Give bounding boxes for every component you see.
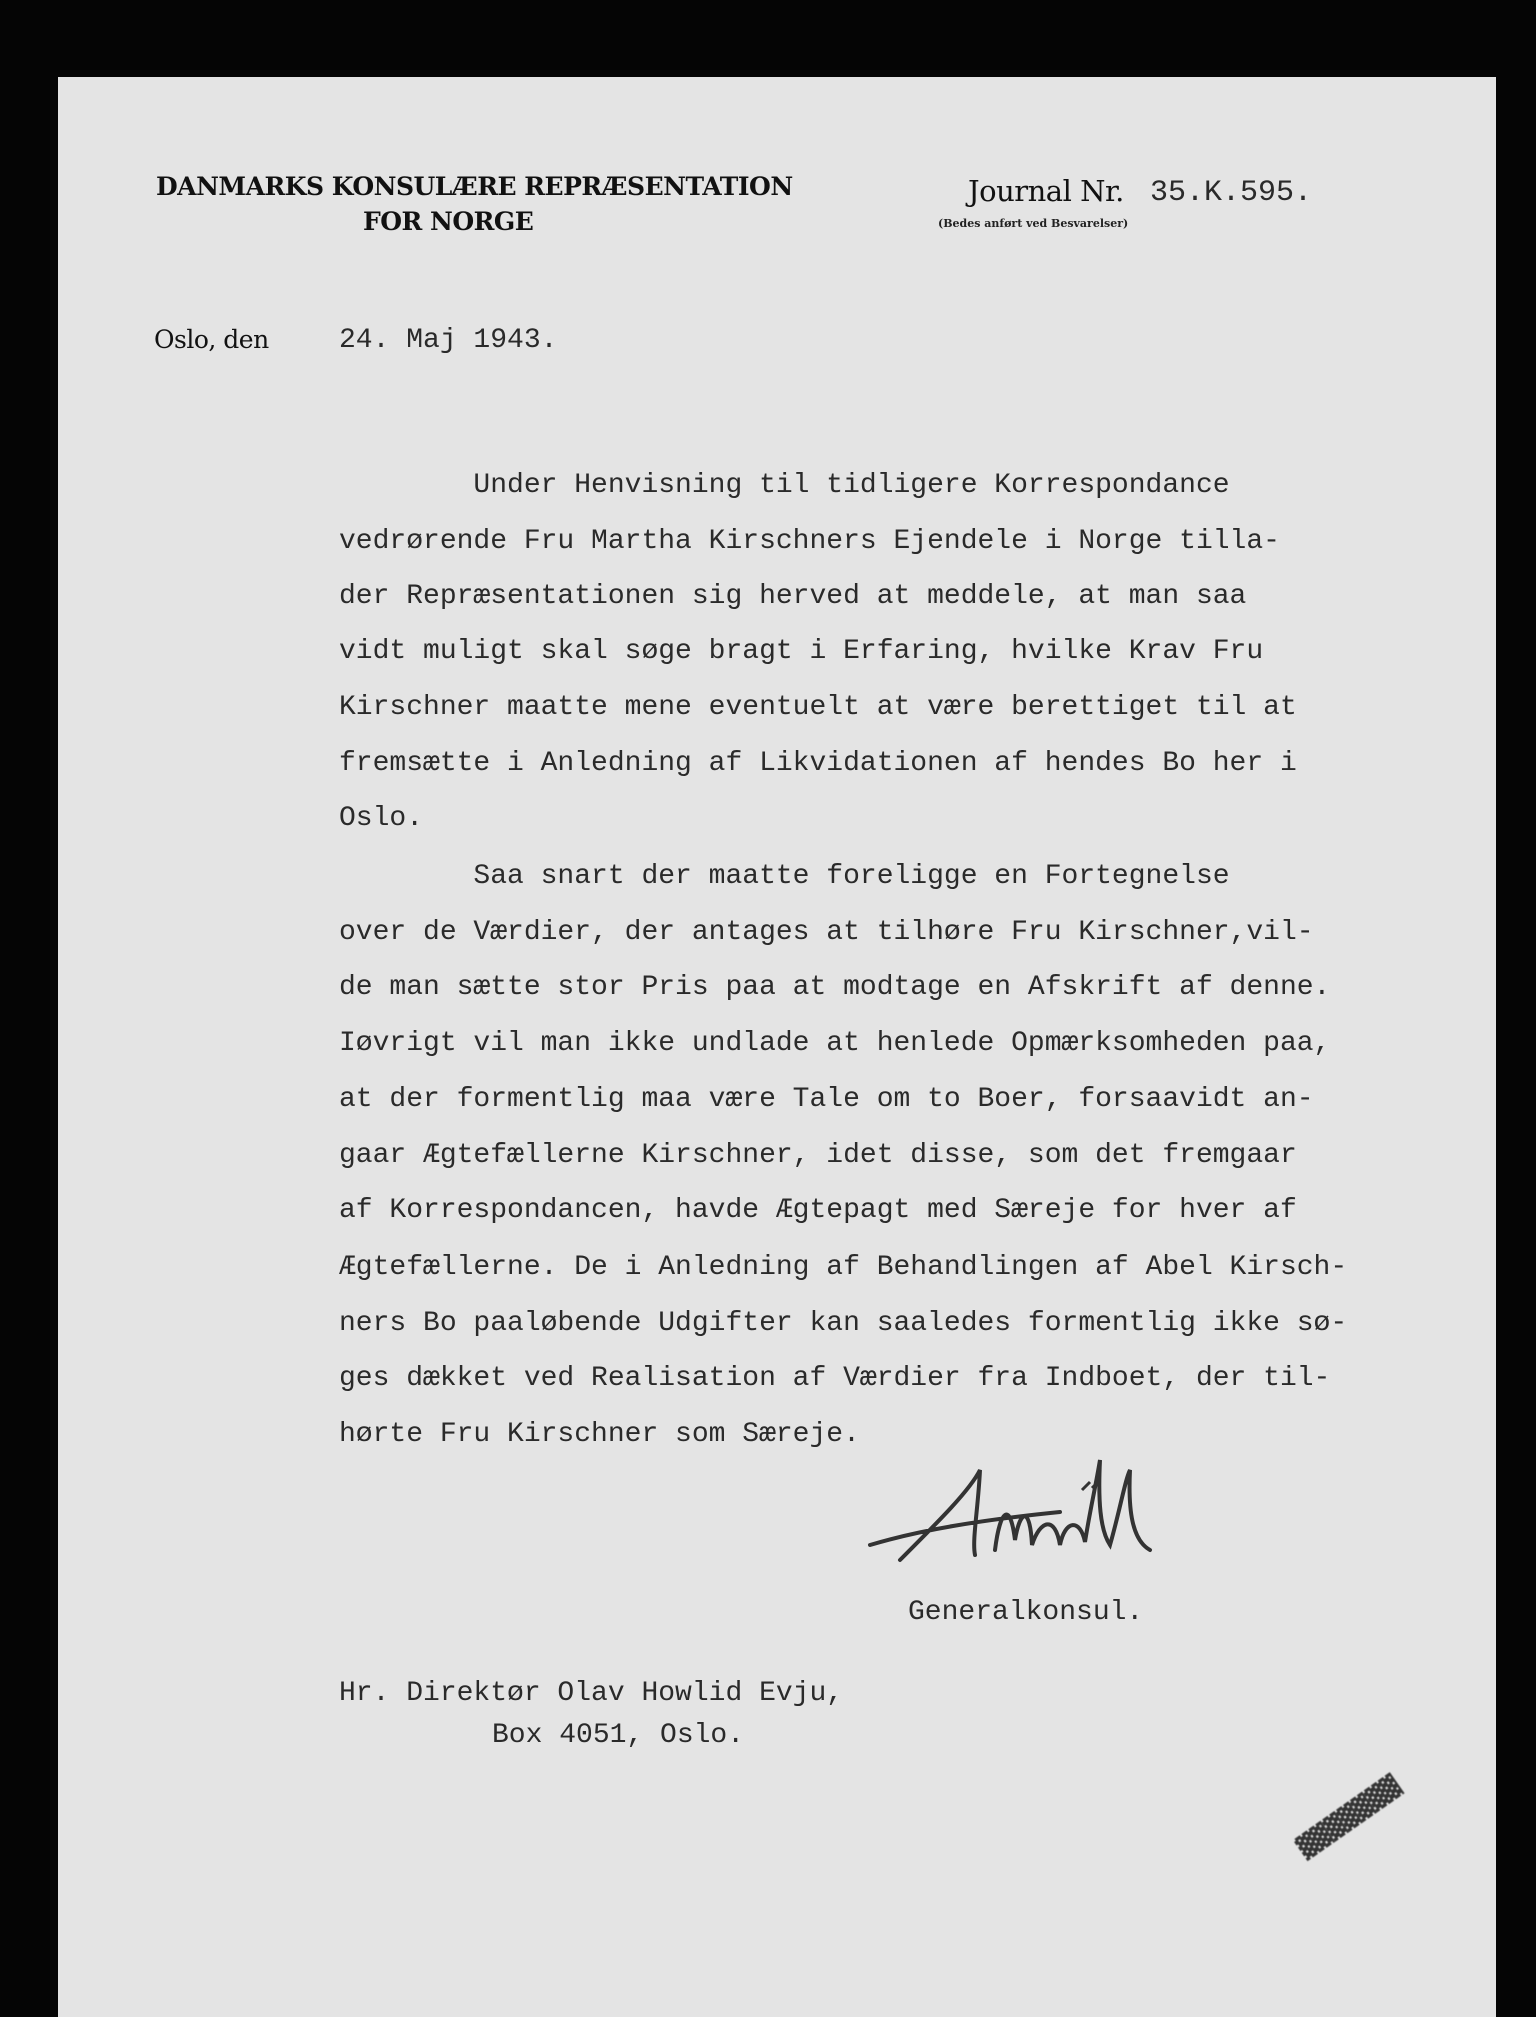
body-line: ges dækket ved Realisation af Værdier fra Indboet, der til-	[339, 1363, 1331, 1394]
body-line: at der formentlig maa være Tale om to Boer, forsaavidt an-	[339, 1084, 1314, 1115]
body-line: ners Bo paaløbende Udgifter kan saaledes formentlig ikke sø-	[339, 1308, 1348, 1339]
body-line: der Repræsentationen sig herved at meddele, at man saa	[339, 581, 1247, 612]
body-line: Iøvrigt vil man ikke undlade at henlede Opmærksomheden paa,	[339, 1028, 1331, 1059]
body-line: fremsætte i Anledning af Likvidationen af hendes Bo her i	[339, 748, 1297, 779]
body-line: Oslo.	[339, 803, 424, 834]
journal-label: Journal Nr.	[968, 174, 1124, 208]
body-line: Kirschner maatte mene eventuelt at være berettiget til at	[339, 692, 1297, 723]
letterhead-line1: DANMARKS KONSULÆRE REPRÆSENTATION	[156, 172, 793, 201]
body-line: vedrørende Fru Martha Kirschners Ejendele i Norge tilla-	[339, 526, 1280, 557]
dateline-date: 24. Maj 1943.	[339, 325, 558, 356]
body-line: gaar Ægtefællerne Kirschner, idet disse, som det fremgaar	[339, 1140, 1297, 1171]
recipient-address: Box 4051, Oslo.	[492, 1720, 745, 1751]
journal-note: (Bedes anført ved Besvarelser)	[938, 217, 1129, 230]
recipient-name: Hr. Direktør Olav Howlid Evju,	[339, 1678, 844, 1709]
body-line: Saa snart der maatte foreligge en Fortegnelse	[339, 861, 1230, 892]
body-line: over de Værdier, der antages at tilhøre Fru Kirschner,vil-	[339, 917, 1314, 948]
handwritten-signature	[860, 1450, 1220, 1580]
letterhead-line2: FOR NORGE	[363, 207, 534, 236]
archive-stamp: ▓▓▓▓▓▓▓	[1293, 1773, 1405, 1862]
body-line: hørte Fru Kirschner som Særeje.	[339, 1419, 860, 1450]
body-line: Under Henvisning til tidligere Korrespondance	[339, 470, 1230, 501]
journal-number: 35.K.595.	[1150, 176, 1313, 210]
body-line: Ægtefællerne. De i Anledning af Behandlingen af Abel Kirsch-	[339, 1252, 1348, 1283]
signature-title: Generalkonsul.	[908, 1597, 1144, 1628]
body-line: de man sætte stor Pris paa at modtage en Afskrift af denne.	[339, 972, 1331, 1003]
body-line: vidt muligt skal søge bragt i Erfaring, hvilke Krav Fru	[339, 636, 1264, 667]
dateline-place: Oslo, den	[154, 325, 269, 354]
body-line: af Korrespondancen, havde Ægtepagt med Særeje for hver af	[339, 1195, 1297, 1226]
